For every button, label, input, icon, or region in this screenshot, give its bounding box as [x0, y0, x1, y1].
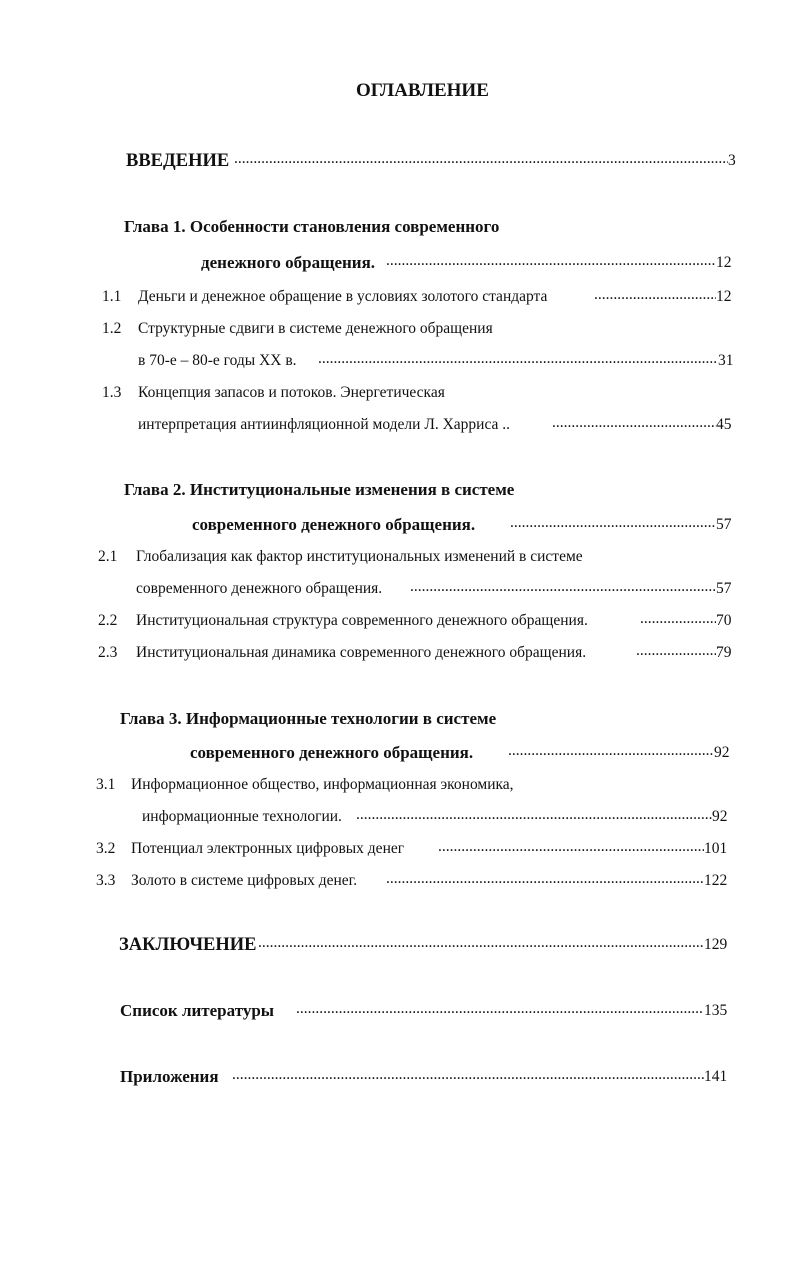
toc-page-number: 12	[716, 254, 732, 271]
toc-label: ЗАКЛЮЧЕНИЕ	[119, 935, 257, 955]
leader-dots	[318, 350, 718, 372]
section-number: 2.1	[98, 548, 118, 565]
leader-dots	[386, 870, 704, 892]
section-title: Концепция запасов и потоков. Энергетическая	[138, 384, 445, 401]
chapter-heading: Глава 2. Институциональные изменения в системе	[124, 480, 515, 499]
leader-dots	[258, 934, 704, 956]
leader-dots	[640, 610, 716, 632]
leader-dots	[552, 414, 716, 436]
section-title-cont: в 70-е – 80-е годы XX в.	[138, 352, 297, 369]
toc-page-number: 45	[716, 416, 732, 433]
toc-page-number: 70	[716, 612, 732, 629]
leader-dots	[296, 1000, 704, 1022]
section-title-cont: интерпретация антиинфляционной модели Л. Харриса ..	[138, 416, 511, 433]
section-number: 2.2	[98, 612, 118, 629]
section-number: 1.1	[102, 288, 122, 305]
chapter-heading-cont: современного денежного обращения.	[190, 743, 474, 762]
section-number: 3.2	[96, 840, 116, 857]
toc-page-number: 135	[704, 1002, 728, 1019]
section-title: Структурные сдвиги в системе денежного обращения	[138, 320, 493, 337]
section-title: Потенциал электронных цифровых денег	[131, 840, 405, 857]
section-title: Золото в системе цифровых денег.	[131, 872, 358, 889]
toc-label: ВВЕДЕНИЕ	[126, 151, 230, 171]
leader-dots	[594, 286, 716, 308]
section-title: Институциональная структура современного денежного обращения.	[136, 612, 588, 629]
toc-page-number: 122	[704, 872, 728, 889]
section-title: Глобализация как фактор институциональных изменений в системе	[136, 548, 583, 565]
toc-label: Приложения	[120, 1067, 219, 1086]
leader-dots	[636, 642, 716, 664]
toc-page-number: 3	[728, 152, 736, 169]
leader-dots	[234, 150, 728, 172]
chapter-heading: Глава 3. Информационные технологии в системе	[120, 709, 497, 728]
section-number: 3.3	[96, 872, 116, 889]
leader-dots	[386, 252, 716, 274]
leader-dots	[510, 514, 716, 536]
section-title-cont: современного денежного обращения.	[136, 580, 383, 597]
section-title-cont: информационные технологии.	[142, 808, 342, 825]
toc-page-number: 141	[704, 1068, 728, 1085]
toc-page-number: 79	[716, 644, 732, 661]
toc-label: Список литературы	[120, 1001, 275, 1020]
section-number: 1.2	[102, 320, 122, 337]
chapter-heading-cont: современного денежного обращения.	[192, 515, 476, 534]
section-title: Информационное общество, информационная экономика,	[131, 776, 514, 793]
toc-page-number: 101	[704, 840, 728, 857]
toc-page-number: 57	[716, 580, 732, 597]
leader-dots	[508, 742, 714, 764]
section-number: 3.1	[96, 776, 116, 793]
page-title: ОГЛАВЛЕНИЕ	[356, 80, 489, 101]
toc-page-number: 31	[718, 352, 734, 369]
toc-page-number: 57	[716, 516, 732, 533]
leader-dots	[232, 1066, 704, 1088]
section-title: Институциональная динамика современного денежного обращения.	[136, 644, 587, 661]
section-title: Деньги и денежное обращение в условиях золотого стандарта	[138, 288, 548, 305]
leader-dots	[438, 838, 704, 860]
chapter-heading: Глава 1. Особенности становления современного	[124, 217, 500, 236]
section-number: 2.3	[98, 644, 118, 661]
toc-page-number: 92	[712, 808, 728, 825]
leader-dots	[410, 578, 716, 600]
toc-page-number: 12	[716, 288, 732, 305]
toc-page-number: 129	[704, 936, 728, 953]
leader-dots	[356, 806, 712, 828]
chapter-heading-cont: денежного обращения.	[201, 253, 376, 272]
section-number: 1.3	[102, 384, 122, 401]
toc-page-number: 92	[714, 744, 730, 761]
